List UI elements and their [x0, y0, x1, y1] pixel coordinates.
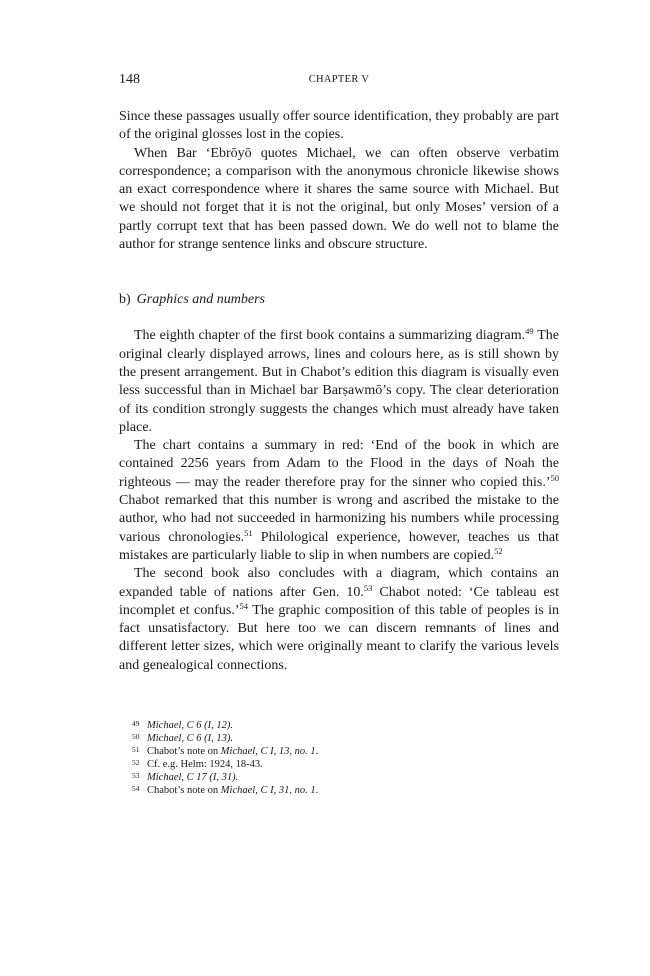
- footnote-ref-51[interactable]: 51: [244, 527, 253, 538]
- footnote-53: 53 Michael, C 17 (I, 31).: [132, 771, 239, 784]
- footnote-51: 51 Chabot’s note on Michael, C I, 13, no. 1.: [132, 745, 319, 758]
- page: [119, 72, 559, 797]
- section-title: Graphics and numbers: [136, 292, 266, 308]
- footnote-ref-54[interactable]: 54: [239, 600, 248, 611]
- page-header: [119, 72, 559, 92]
- running-head: CHAPTER V: [308, 74, 370, 85]
- body-text: [119, 108, 559, 675]
- footnote-52: 52 Cf. e.g. Helm: 1924, 18-43.: [132, 758, 263, 771]
- paragraph-5: The second book also concludes with a diagram, which contains an expanded table of nations after Gen. 10.53 Chabot noted: ‘Ce tableau est incomplet et confus.’$^{54}$ The graphic composition of this table of peoples is in fact unsatisfactory. But here too we can discern remnants of lines and different letter sizes, which were originally meant to clarify the various levels and genealogical connections.: [119, 566, 560, 673]
- section-label: b): [119, 292, 131, 308]
- footnote-ref-49[interactable]: 49: [525, 326, 534, 337]
- section-heading: [119, 291, 559, 309]
- footnote-54: 54 Chabot’s note on Michael, C I, 31, no. 1.: [132, 784, 319, 797]
- page-number: 148: [119, 72, 140, 87]
- footnote-ref-53[interactable]: 53: [363, 582, 373, 593]
- paragraph-4: The chart contains a summary in red: ‘End of the book in which are contained 2256 years from Adam to the Flood in the days of Noah the righteous — may the reader therefore pray for the sinner who copied this.’$^{50}$ Chabot remarked that this number is wrong and ascribed the mistake to the author, who had not succeeded in harmonizing his numbers while processing various chronologies.$^{51}$ Philological experience, however, teaches us that mistakes are particularly liable to slip in when numbers are copied.$^{52}$: [119, 438, 560, 563]
- paragraph-1: Since these passages usually offer source identification, they probably are part of the original glosses lost in the copies.: [119, 109, 559, 143]
- paragraph-2: When Bar ‘Ebrōyō quotes Michael, we can often observe verbatim correspondence; a comparison with the anonymous chronicle likewise shows an exact correspondence where it shares the same source with Michael. But we should not forget that it is not the original, but only Moses’ version of a partly corrupt text that has been passed down. We do well not to blame the author for strange sentence links and obscure structure.: [119, 145, 559, 253]
- footnote-49: 49 Michael, C 6 (I, 12).: [132, 719, 234, 732]
- footnote-ref-50[interactable]: 50: [550, 472, 559, 483]
- footnote-50: 50 Michael, C 6 (I, 13).: [132, 732, 234, 745]
- footnotes: [119, 719, 559, 797]
- paragraph-3: The eighth chapter of the first book contains a summarizing diagram.$^{49}$ The original clearly displayed arrows, lines and colours here, as is still shown by the present arrangement. But in Chabot’s edition this diagram is visually even less successful than in Michael bar Barṣawmō’s copy. The clear deterioration of its condition strongly suggests the changes which must already have taken place.: [119, 326, 560, 435]
- footnote-ref-52[interactable]: 52: [494, 545, 503, 556]
